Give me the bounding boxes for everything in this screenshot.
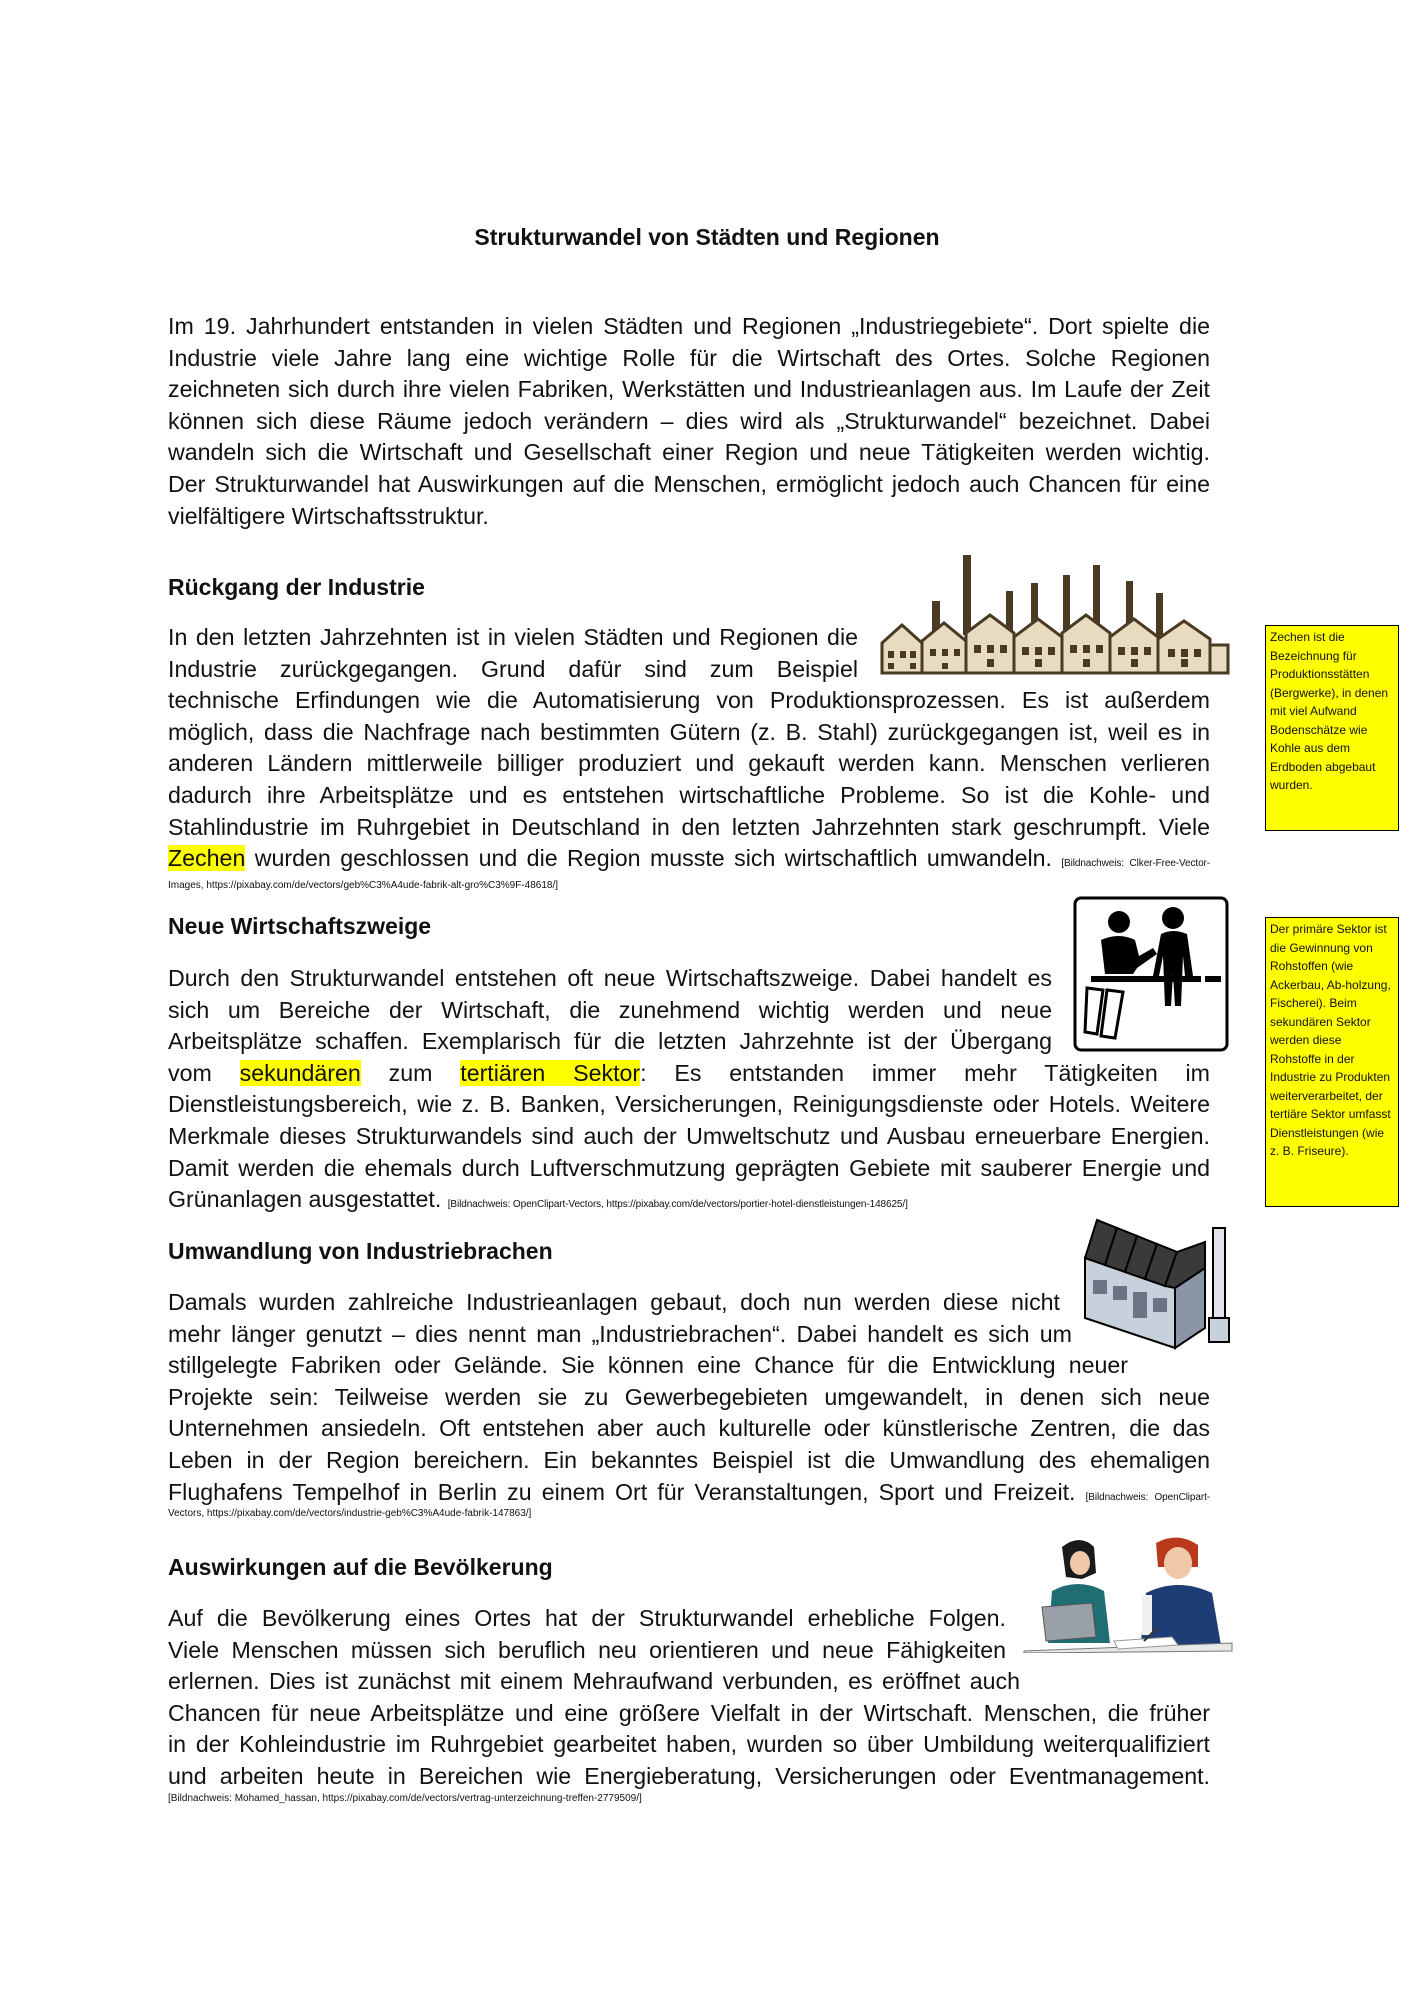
text-line: Durch den Strukturwandel entstehen oft neue Wirtschaftszweige. Dabei handelt es xyxy=(168,965,1052,991)
text-line: mehr länger genutzt – dies nennt man „Industriebrachen“. Dabei handelt es sich um xyxy=(168,1320,1072,1347)
text-line: Dienstleistungsbereich, wie z. B. Banken, Versicherungen, Reinigungsdienste oder Hotels. Weitere xyxy=(168,1091,1210,1118)
text-line: Damals wurden zahlreiche Industrieanlagen gebaut, doch nun werden diese nicht xyxy=(168,1289,1060,1315)
text-line: Industrie zurückgegangen. Grund dafür sind zum Beispiel xyxy=(168,655,858,682)
section-heading-industry-decline: Rückgang der Industrie xyxy=(168,574,425,600)
image-source: Vectors, https://pixabay.com/de/vectors/industrie-geb%C3%A4ude-fabrik-147863/] xyxy=(168,1508,532,1519)
side-note-zechen: Zechen ist die Bezeichnung für Produktionsstätten (Bergwerke), in denen mit viel Aufwand Bodenschätze wie Kohle aus dem Erdboden abgebaut wurden. xyxy=(1265,625,1399,831)
text-line: Im 19. Jahrhundert entstanden in vielen Städten und Regionen „Industriegebiete“. Dort spielte die xyxy=(168,313,1210,339)
text-line: können sich diese Räume jedoch verändern – dies wird als „Strukturwandel“ bezeichnet. Dabei xyxy=(168,407,1210,434)
text-line: stillgelegte Fabriken oder Gelände. Sie können eine Chance für die Entwicklung neuer xyxy=(168,1352,1128,1379)
contract-signing-icon xyxy=(1022,1533,1234,1653)
section-heading-new-sectors: Neue Wirtschaftszweige xyxy=(168,913,432,939)
image-source: [Bildnachweis: OpenClipart-Vectors, https://pixabay.com/de/vectors/portier-hotel-dienstleistungen-148625/] xyxy=(447,1199,908,1211)
section-heading-population: Auswirkungen auf die Bevölkerung xyxy=(168,1554,553,1580)
highlighted-term-secondary: sekundären xyxy=(239,1059,361,1086)
side-note-sectors: Der primäre Sektor ist die Gewinnung von Rohstoffen (wie Ackerbau, Ab-holzung, Fischerei). Beim sekundären Sektor werden diese Rohstoffe in der Industrie zu Produkten weiterverarbeitet, der tertiäre Sektor umfasst Dienstleistungen (wie z. B. Friseure). xyxy=(1265,917,1399,1207)
text-line: Unternehmen ansiedeln. Oft entstehen aber auch kulturelle oder künstlerische Zentren, die das xyxy=(168,1415,1210,1442)
image-source: [Bildnachweis: OpenClipart- xyxy=(1085,1491,1210,1503)
text-line: Projekte sein: Teilweise werden sie zu Gewerbegebieten umgewandelt, in denen sich neue xyxy=(168,1383,1210,1410)
text-line: Viele Menschen müssen sich beruflich neu orientieren und neue Fähigkeiten xyxy=(168,1636,1006,1663)
text-line: Grünanlagen ausgestattet. [Bildnachweis: OpenClipart-Vectors, https://pixabay.com/de/vectors/portier-hotel-dienstleistungen-148625/] xyxy=(168,1186,908,1213)
text-line: Arbeitsplätze schaffen. Exemplarisch für die letzten Jahrzehnte ist der Übergang xyxy=(168,1028,1052,1055)
text-line: dadurch ihre Arbeitsplätze und es entstehen wirtschaftliche Probleme. So ist die Kohle- und xyxy=(168,781,1210,808)
text-line: Auf die Bevölkerung eines Ortes hat der Strukturwandel erhebliche Folgen. xyxy=(168,1605,1006,1631)
image-source: Images, https://pixabay.com/de/vectors/geb%C3%A4ude-fabrik-alt-gro%C3%9F-48618/] xyxy=(168,880,559,891)
text-line: zeichneten sich durch ihre vielen Fabriken, Werkstätten und Industrieanlagen aus. Im Laufe der Zeit xyxy=(168,376,1210,403)
text-line: möglich, dass die Nachfrage nach bestimmten Gütern (z. B. Stahl) zurückgegangen ist, weil es in xyxy=(168,718,1210,745)
page-title: Strukturwandel von Städten und Regionen xyxy=(474,224,940,250)
text-line: erlernen. Dies ist zunächst mit einem Mehraufwand verbunden, es eröffnet auch xyxy=(168,1668,1020,1695)
text-line: in der Kohleindustrie im Ruhrgebiet gearbeitet haben, wurden so über Umbildung weiterqualifiziert xyxy=(168,1731,1210,1758)
text-line: Flughafens Tempelhof in Berlin zu einem Ort für Veranstaltungen, Sport und Freizeit. [Bildnachweis: OpenClipart- xyxy=(168,1478,1210,1505)
text-line: Der Strukturwandel hat Auswirkungen auf die Menschen, ermöglicht jedoch auch Chancen für eine xyxy=(168,470,1210,497)
text-line: Chancen für neue Arbeitsplätze und eine größere Vielfalt in der Wirtschaft. Menschen, die früher xyxy=(168,1699,1210,1726)
image-source: [Bildnachweis: Clker-Free-Vector- xyxy=(1061,858,1210,870)
text-line: vom sekundären zum tertiären Sektor: Es entstanden immer mehr Tätigkeiten im xyxy=(168,1059,1210,1086)
text-line: sich um Bereiche der Wirtschaft, die zunehmend wichtig werden und neue xyxy=(168,996,1052,1023)
text-line: Merkmale dieses Strukturwandels sind auch der Umweltschutz und Ausbau erneuerbare Energien. xyxy=(168,1122,1210,1149)
image-source: [Bildnachweis: Mohamed_hassan, https://pixabay.com/de/vectors/vertrag-unterzeichnung-treffen-2779509/] xyxy=(168,1793,642,1804)
text-line: Zechen wurden geschlossen und die Region musste sich wirtschaftlich umwandeln. [Bildnachweis: Clker-Free-Vector- xyxy=(168,845,1210,872)
text-line: Industrie viele Jahre lang eine wichtige Rolle für die Wirtschaft des Ortes. Solche Regionen xyxy=(168,344,1210,371)
text-line: anderen Ländern mittlerweile billiger produziert und gekauft werden kann. Menschen verlieren xyxy=(168,750,1210,777)
text-line: Leben in der Region bereichern. Ein bekanntes Beispiel ist die Umwandlung des ehemaligen xyxy=(168,1446,1210,1473)
old-factory-icon xyxy=(878,553,1232,679)
highlighted-term-tertiary: tertiären Sektor xyxy=(460,1059,641,1086)
text-line: wandeln sich die Wirtschaft und Gesellschaft einer Region und neue Tätigkeiten werden wichtig. xyxy=(168,439,1210,466)
text-line: Stahlindustrie im Ruhrgebiet in Deutschland in den letzten Jahrzehnten stark geschrumpft. Viele xyxy=(168,813,1210,840)
text-line: Damit werden die ehemals durch Luftverschmutzung geprägten Gebiete mit sauberer Energie und xyxy=(168,1154,1210,1181)
section-heading-brownfields: Umwandlung von Industriebrachen xyxy=(168,1238,553,1264)
text-line: vielfältigere Wirtschaftsstruktur. xyxy=(168,502,489,529)
text-line: technische Erfindungen wie die Automatisierung von Produktionsprozessen. Es ist außerdem xyxy=(168,687,1210,714)
text-line: und arbeiten heute in Bereichen wie Energieberatung, Versicherungen oder Eventmanagement. xyxy=(168,1762,1210,1789)
paragraph-new-sectors xyxy=(168,963,1210,1221)
text-line: In den letzten Jahrzehnten ist in vielen Städten und Regionen die xyxy=(168,624,858,650)
hotel-porter-icon xyxy=(1073,896,1229,1052)
intro-paragraph xyxy=(168,311,1210,532)
paragraph-brownfields xyxy=(168,1287,1210,1513)
industrial-building-icon xyxy=(1075,1198,1235,1358)
highlighted-term-zechen: Zechen xyxy=(168,845,246,872)
